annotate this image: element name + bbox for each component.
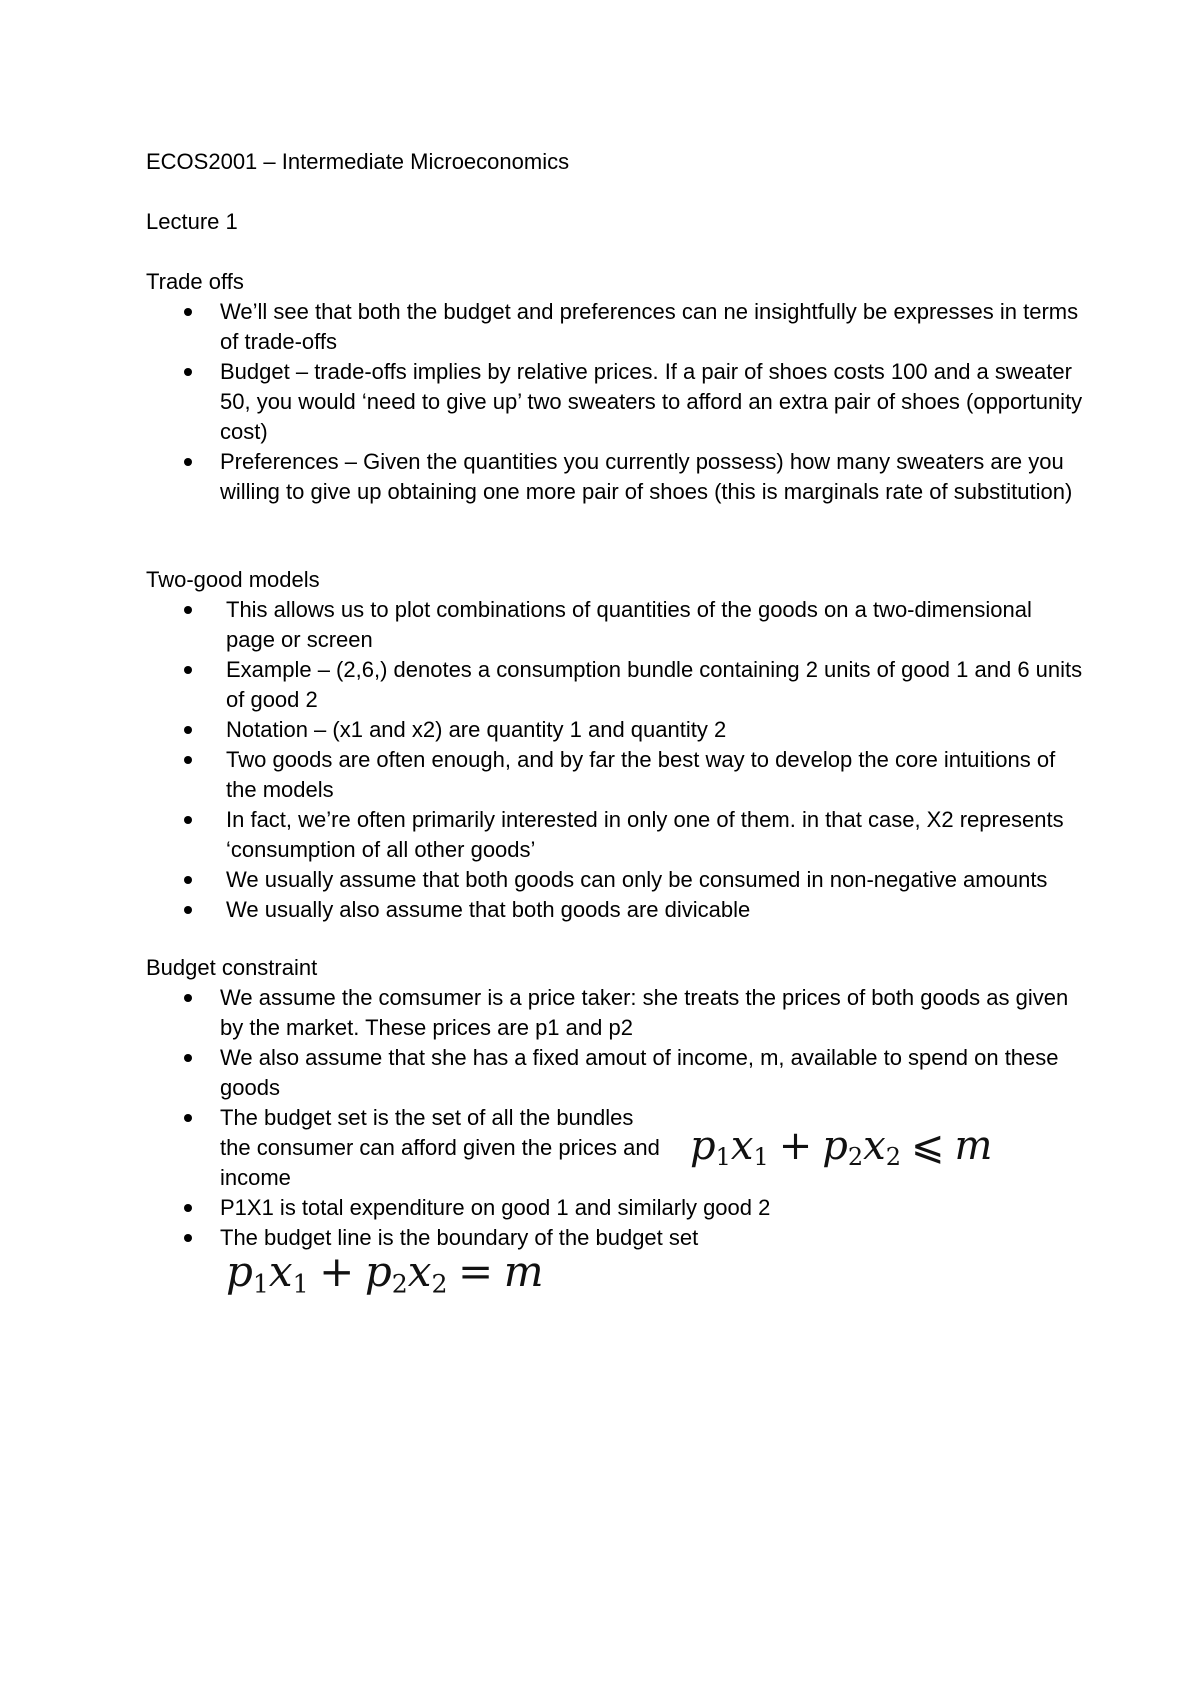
list-item [146, 895, 1086, 925]
bullet-list [146, 297, 1086, 507]
section-two-good-models [146, 565, 1086, 925]
bullet-icon [184, 1204, 192, 1212]
list-item [146, 715, 1086, 745]
list-item-text: In fact, we’re often primarily interested in only one of them. in that case, X2 represents ‘consumption of all other goods’ [226, 807, 1064, 862]
list-item-text: Preferences – Given the quantities you currently possess) how many sweaters are you willing to give up obtaining one more pair of shoes (this is marginals rate of substitution) [220, 449, 1073, 504]
list-item [146, 1043, 1086, 1103]
bullet-icon [184, 816, 192, 824]
budget-set-formula: $p_1x_1 + p_2x_2$ ⩽ m [690, 1123, 993, 1171]
bullet-icon [184, 458, 192, 466]
bullet-list [146, 983, 1086, 1253]
list-item-text: This allows us to plot combinations of quantities of the goods on a two-dimensional page or screen [226, 597, 1032, 652]
section-budget-constraint [146, 953, 1086, 1253]
list-item [146, 865, 1086, 895]
list-item [146, 745, 1086, 805]
section-trade-offs [146, 267, 1086, 507]
budget-line-formula: $p_1x_1 + p_2x_2 = m$ [226, 1247, 544, 1299]
list-item-text: P1X1 is total expenditure on good 1 and similarly good 2 [220, 1195, 771, 1220]
list-item [146, 1193, 1086, 1223]
list-item [146, 447, 1086, 507]
bullet-icon [184, 1114, 192, 1122]
section-heading: Trade offs [146, 269, 244, 294]
section-heading: Two-good models [146, 567, 320, 592]
bullet-icon [184, 666, 192, 674]
list-item-text: Notation – (x1 and x2) are quantity 1 and quantity 2 [226, 717, 727, 742]
list-item [146, 595, 1086, 655]
bullet-icon [184, 994, 192, 1002]
bullet-icon [184, 368, 192, 376]
list-item-text: The budget line is the boundary of the budget set [220, 1225, 699, 1250]
bullet-icon [184, 876, 192, 884]
list-item [146, 297, 1086, 357]
list-item-text: Budget – trade-offs implies by relative prices. If a pair of shoes costs 100 and a sweater 50, you would ‘need to give up’ two sweaters to afford an extra pair of shoes (opportunity cost) [220, 359, 1083, 444]
bullet-icon [184, 756, 192, 764]
bullet-icon [184, 308, 192, 316]
list-item-text: We’ll see that both the budget and preferences can ne insightfully be expresses in terms of trade-offs [220, 299, 1079, 354]
bullet-icon [184, 1054, 192, 1062]
list-item-text: We also assume that she has a fixed amout of income, m, available to spend on these goods [220, 1045, 1059, 1100]
list-item-text: We usually also assume that both goods are divicable [226, 897, 751, 922]
list-item-text: The budget set is the set of all the bundles the consumer can afford given the prices and income [220, 1105, 660, 1190]
list-item-text: We usually assume that both goods can only be consumed in non-negative amounts [226, 867, 1048, 892]
list-item [146, 983, 1086, 1043]
list-item-text: Two goods are often enough, and by far the best way to develop the core intuitions of the models [226, 747, 1056, 802]
list-item [146, 805, 1086, 865]
list-item [146, 655, 1086, 715]
section-heading: Budget constraint [146, 955, 318, 980]
bullet-icon [184, 1234, 192, 1242]
list-item-text: We assume the comsumer is a price taker: she treats the prices of both goods as given by the market. These prices are p1 and p2 [220, 985, 1069, 1040]
bullet-icon [184, 606, 192, 614]
lecture-heading: Lecture 1 [146, 209, 238, 234]
document-title: ECOS2001 – Intermediate Microeconomics [146, 149, 570, 174]
bullet-icon [184, 906, 192, 914]
list-item [146, 357, 1086, 447]
bullet-icon [184, 726, 192, 734]
list-item-text: Example – (2,6,) denotes a consumption bundle containing 2 units of good 1 and 6 units of good 2 [226, 657, 1083, 712]
bullet-list [146, 595, 1086, 925]
